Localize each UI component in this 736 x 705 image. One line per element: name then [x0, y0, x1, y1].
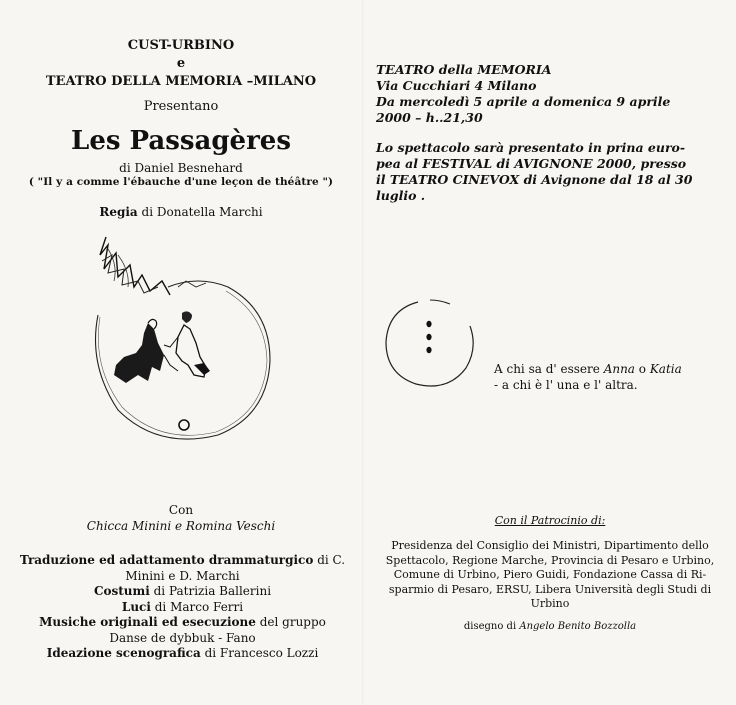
patrocinio-line: Comune di Urbino, Piero Guidi, Fondazione Cassa di Ri-: [393, 568, 707, 581]
venue-line: Da mercoledì 5 aprile a domenica 9 aprile: [376, 94, 671, 109]
credit-role: Traduzione ed adattamento drammaturgico: [19, 553, 314, 567]
credit-name: di Marco Ferri: [154, 599, 244, 614]
patrocinio-line: sparmio di Pesaro, ERSU, Libera Università degli Studi di: [388, 582, 712, 596]
patrocinio-heading-text: Con il Patrocinio di:: [494, 514, 606, 527]
credit-name: Danse de dybbuk - Fano: [109, 630, 256, 645]
credit-role: Luci: [121, 599, 151, 614]
patrocinio-heading: [364, 514, 736, 527]
quote-name-katia: Katia: [649, 362, 682, 376]
credit-role: Musiche originali ed esecuzione: [39, 615, 256, 629]
festival-line: luglio .: [376, 188, 426, 203]
credit-name: di C.: [317, 553, 346, 567]
patrocinio-line: Presidenza del Consiglio dei Ministri, Dipartimento dello: [391, 539, 709, 552]
disegno-credit: [364, 621, 736, 632]
quote-text: o: [634, 362, 650, 376]
quote-name-anna: Anna: [603, 362, 635, 376]
disegno-name: Angelo Benito Bozzolla: [519, 621, 637, 632]
disegno-label: disegno di: [463, 621, 517, 632]
play-subtitle: ( "Il y a comme l'ébauche d'une leçon de théâtre "): [28, 176, 334, 188]
circle-dots-symbol: [378, 296, 478, 392]
author-line: di Daniel Besnehard: [119, 161, 243, 175]
venue-line: TEATRO della MEMORIA: [376, 62, 552, 77]
credit-role: Costumi: [93, 584, 150, 598]
organizer-1: CUST-URBINO: [127, 38, 235, 53]
credit-name: di Francesco Lozzi: [204, 646, 319, 660]
illustration-drawing: [78, 225, 278, 455]
credit-name: di Patrizia Ballerini: [153, 584, 272, 598]
regia-name: di Donatella Marchi: [141, 205, 263, 219]
con-label: Con: [168, 503, 194, 517]
left-panel: [0, 0, 362, 705]
regia-label: Regia: [99, 205, 138, 219]
festival-line: Lo spettacolo sarà presentato in prina euro-: [376, 140, 686, 155]
festival-line: pea al FESTIVAL di AVIGNONE 2000, presso: [376, 156, 687, 171]
right-panel: [364, 0, 736, 705]
patrocinio-line: Spettacolo, Regione Marche, Provincia di Pesaro e Urbino,: [385, 553, 715, 567]
patrocinio-line: Urbino: [530, 597, 570, 610]
organizer-conjunction: e: [176, 56, 186, 71]
presents-label: Presentano: [143, 99, 219, 114]
quote-line-2: - a chi è l' una e l' altra.: [494, 378, 638, 392]
credit-line: [10, 631, 355, 647]
credit-name: del gruppo: [259, 615, 326, 629]
festival-info: [376, 140, 706, 204]
organizer-2: TEATRO DELLA MEMORIA –MILANO: [45, 74, 317, 89]
regia-line: [0, 205, 362, 219]
dedication-quote: [494, 361, 724, 393]
play-title: Les Passagères: [71, 126, 291, 156]
credit-line: [10, 553, 355, 569]
venue-info: [376, 62, 716, 126]
quote-line-1: [494, 361, 724, 377]
credit-line: [10, 646, 355, 662]
festival-line: il TEATRO CINEVOX di Avignone dal 18 al 30: [376, 172, 693, 187]
credit-line: [10, 569, 355, 585]
quote-text: A chi sa d' essere: [494, 362, 604, 376]
venue-line: 2000 – h..21,30: [376, 110, 483, 125]
credit-role: Ideazione scenografica: [46, 646, 201, 660]
venue-line: Via Cucchiari 4 Milano: [376, 78, 537, 93]
patrocinio-list: [374, 539, 726, 612]
credit-line: [10, 584, 355, 600]
credits-block: [10, 553, 355, 662]
credit-line: [10, 600, 355, 616]
credit-name: Minini e D. Marchi: [125, 568, 240, 583]
credit-line: [10, 615, 355, 631]
cast-line: Chicca Minini e Romina Veschi: [86, 519, 276, 533]
